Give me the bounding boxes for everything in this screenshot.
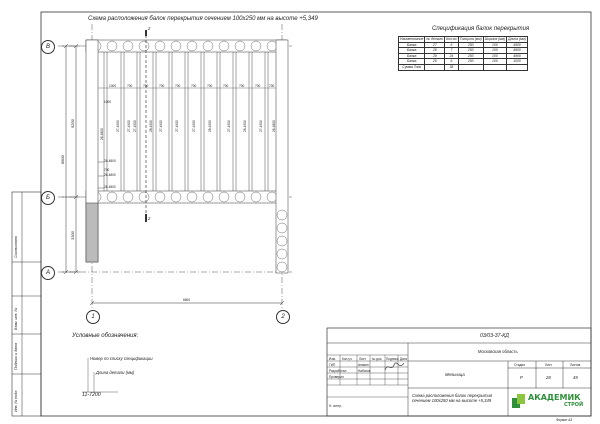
- doc-region: Московская область: [478, 349, 518, 354]
- spec-cell: 29: [425, 53, 445, 59]
- spacing-label: 700: [255, 84, 261, 88]
- stage-label: Стадия: [514, 363, 525, 367]
- drawing-title: Схема расположения балок перекрытия сечением 100х250 мм на высоте +5,349: [88, 16, 318, 22]
- spec-table: [398, 36, 528, 71]
- norm-control: Н. контр.: [329, 404, 343, 408]
- legend-note-length: Длина детали (мм): [96, 370, 135, 375]
- logo-mark-icon: [510, 392, 528, 410]
- spacing-label: 700: [269, 84, 275, 88]
- spacing-label: 700: [175, 84, 181, 88]
- side-stamp-replace: Взам. инв. №: [14, 307, 18, 330]
- dim-b-a: 3300: [70, 231, 75, 240]
- spec-cell: 250: [458, 53, 483, 59]
- spec-cell: 28: [425, 48, 445, 54]
- beam-label: 27-4900: [192, 120, 196, 132]
- spec-cell: 27: [425, 42, 445, 48]
- spec-cell: 4900: [507, 42, 528, 48]
- beam-label: 28-4900: [208, 120, 212, 132]
- spec-cell: [483, 64, 506, 70]
- axis-col-1: 1: [86, 310, 100, 324]
- spacing-label: 700: [239, 84, 245, 88]
- section-mark-top: 2: [148, 26, 151, 31]
- spec-cell: Балка: [399, 59, 425, 65]
- spec-cell: [458, 64, 483, 70]
- spec-cell: 7: [445, 48, 458, 54]
- spec-cell: 4900: [507, 48, 528, 54]
- spec-cell: Балка: [399, 48, 425, 54]
- beam-label: 28-4900: [243, 120, 247, 132]
- doc-code: 03/03-37-КД: [480, 333, 509, 339]
- col-header: Подпись: [386, 357, 399, 361]
- small-dim: 700: [104, 168, 110, 172]
- spec-cell: 100: [483, 42, 506, 48]
- side-stamp-agreed: Согласовано: [14, 236, 18, 258]
- small-dim: 1000: [104, 100, 112, 104]
- sheet-label: Лист: [545, 363, 552, 367]
- doc-object: Мельница: [445, 372, 465, 377]
- spec-cell: 4900: [507, 53, 528, 59]
- role: Разработал: [329, 369, 347, 373]
- beam-label: 27-4900: [159, 120, 163, 132]
- spec-header-cell: № детали: [426, 37, 444, 41]
- spec-header-cell: Наименование: [400, 37, 424, 41]
- short-beam-label: 26-4800: [104, 173, 116, 177]
- spacing-label: 700: [223, 84, 229, 88]
- spec-cell: 100: [483, 59, 506, 65]
- spacing-label: 700: [191, 84, 197, 88]
- doc-sheet-title: Схема расположения балок перекрытия сечением 100х250 мм на высоте +5,349: [412, 393, 493, 403]
- spec-header-cell: Толщина (мм): [459, 37, 482, 41]
- short-beam-label: 26-4800: [104, 185, 116, 189]
- legend-note-number: Номер по списку спецификации: [90, 356, 153, 361]
- beam-label: 26-4800: [100, 128, 104, 140]
- axis-row-a: А: [41, 266, 55, 280]
- spec-cell: 6: [445, 42, 458, 48]
- spec-cell: 24: [445, 53, 458, 59]
- spec-cell: [425, 64, 445, 70]
- spec-header-cell: Кол-во: [446, 37, 457, 41]
- spec-cell: 250: [458, 59, 483, 65]
- spacing-label: 1000: [109, 84, 117, 88]
- spec-header-row: [399, 37, 528, 43]
- dim-v-b: 5200: [70, 119, 75, 128]
- col-header: № док.: [372, 357, 383, 361]
- spec-cell: 250: [458, 48, 483, 54]
- col-header: Изм.: [329, 357, 336, 361]
- logo-subtext: СТРОЙ: [564, 402, 584, 408]
- person: Набатов: [358, 369, 371, 373]
- col-header: Кол.уч.: [342, 357, 353, 361]
- spec-cell: 250: [458, 42, 483, 48]
- dim-bottom: 6600: [183, 298, 191, 302]
- spec-cell: [507, 64, 528, 70]
- signature: [384, 360, 406, 374]
- spec-total-row: [399, 64, 528, 70]
- logo-text: АКАДЕМИК: [528, 393, 581, 402]
- stage-value: Р: [520, 375, 523, 380]
- spec-title: Спецификация балок перекрытия: [432, 26, 530, 32]
- beam-label: 27-4900: [133, 120, 137, 132]
- spec-cell: Сумма Total: [399, 64, 425, 70]
- role: Проверил: [329, 375, 344, 379]
- beam-label: 26-4800: [272, 120, 276, 132]
- dim-total: 8800: [60, 155, 65, 164]
- person: Аникин: [358, 363, 369, 367]
- role: ГИП: [329, 363, 336, 367]
- spec-cell: 100: [483, 48, 506, 54]
- company-logo: [508, 390, 591, 416]
- sheet-value: 28: [546, 375, 551, 380]
- axis-col-2: 2: [276, 310, 290, 324]
- col-header: Дата: [400, 357, 408, 361]
- spacing-label: 700: [127, 84, 133, 88]
- legend-example: 11-7200: [82, 392, 101, 398]
- axis-row-v: В: [41, 40, 55, 54]
- spec-cell: 38: [445, 64, 458, 70]
- spacing-label: 700: [159, 84, 165, 88]
- spec-header-cell: Ширина (мм): [484, 37, 506, 41]
- spec-cell: 26: [425, 59, 445, 65]
- sheets-label: Листов: [570, 363, 581, 367]
- beam-label: 27-4900: [175, 120, 179, 132]
- beam-label: 27-4900: [227, 120, 231, 132]
- sheets-value: 49: [573, 375, 578, 380]
- legend-title: Условные обозначения:: [72, 333, 139, 339]
- beam-label: 28-4900: [149, 120, 153, 132]
- spacing-label: 700: [143, 84, 149, 88]
- beam-label: 27-4900: [127, 120, 131, 132]
- format-label: Формат А3: [556, 418, 573, 422]
- side-stamp-signature: Подпись и дата: [14, 342, 18, 370]
- section-mark-bottom: 2: [148, 216, 151, 221]
- beam-label: 27-4900: [116, 120, 120, 132]
- spec-cell: 6: [445, 59, 458, 65]
- side-stamp-inventory: Инв. № подл.: [14, 389, 18, 412]
- spec-cell: 100: [483, 53, 506, 59]
- spec-cell: Балка: [399, 42, 425, 48]
- short-beam-label: 26-4800: [104, 159, 116, 163]
- axis-row-b: Б: [41, 191, 55, 205]
- beam-label: 27-4900: [259, 120, 263, 132]
- spec-cell: 1000: [507, 59, 528, 65]
- spec-cell: Балка: [399, 53, 425, 59]
- spec-header-cell: Длина (мм): [508, 37, 526, 41]
- col-header: Лист: [359, 357, 366, 361]
- spacing-label: 700: [207, 84, 213, 88]
